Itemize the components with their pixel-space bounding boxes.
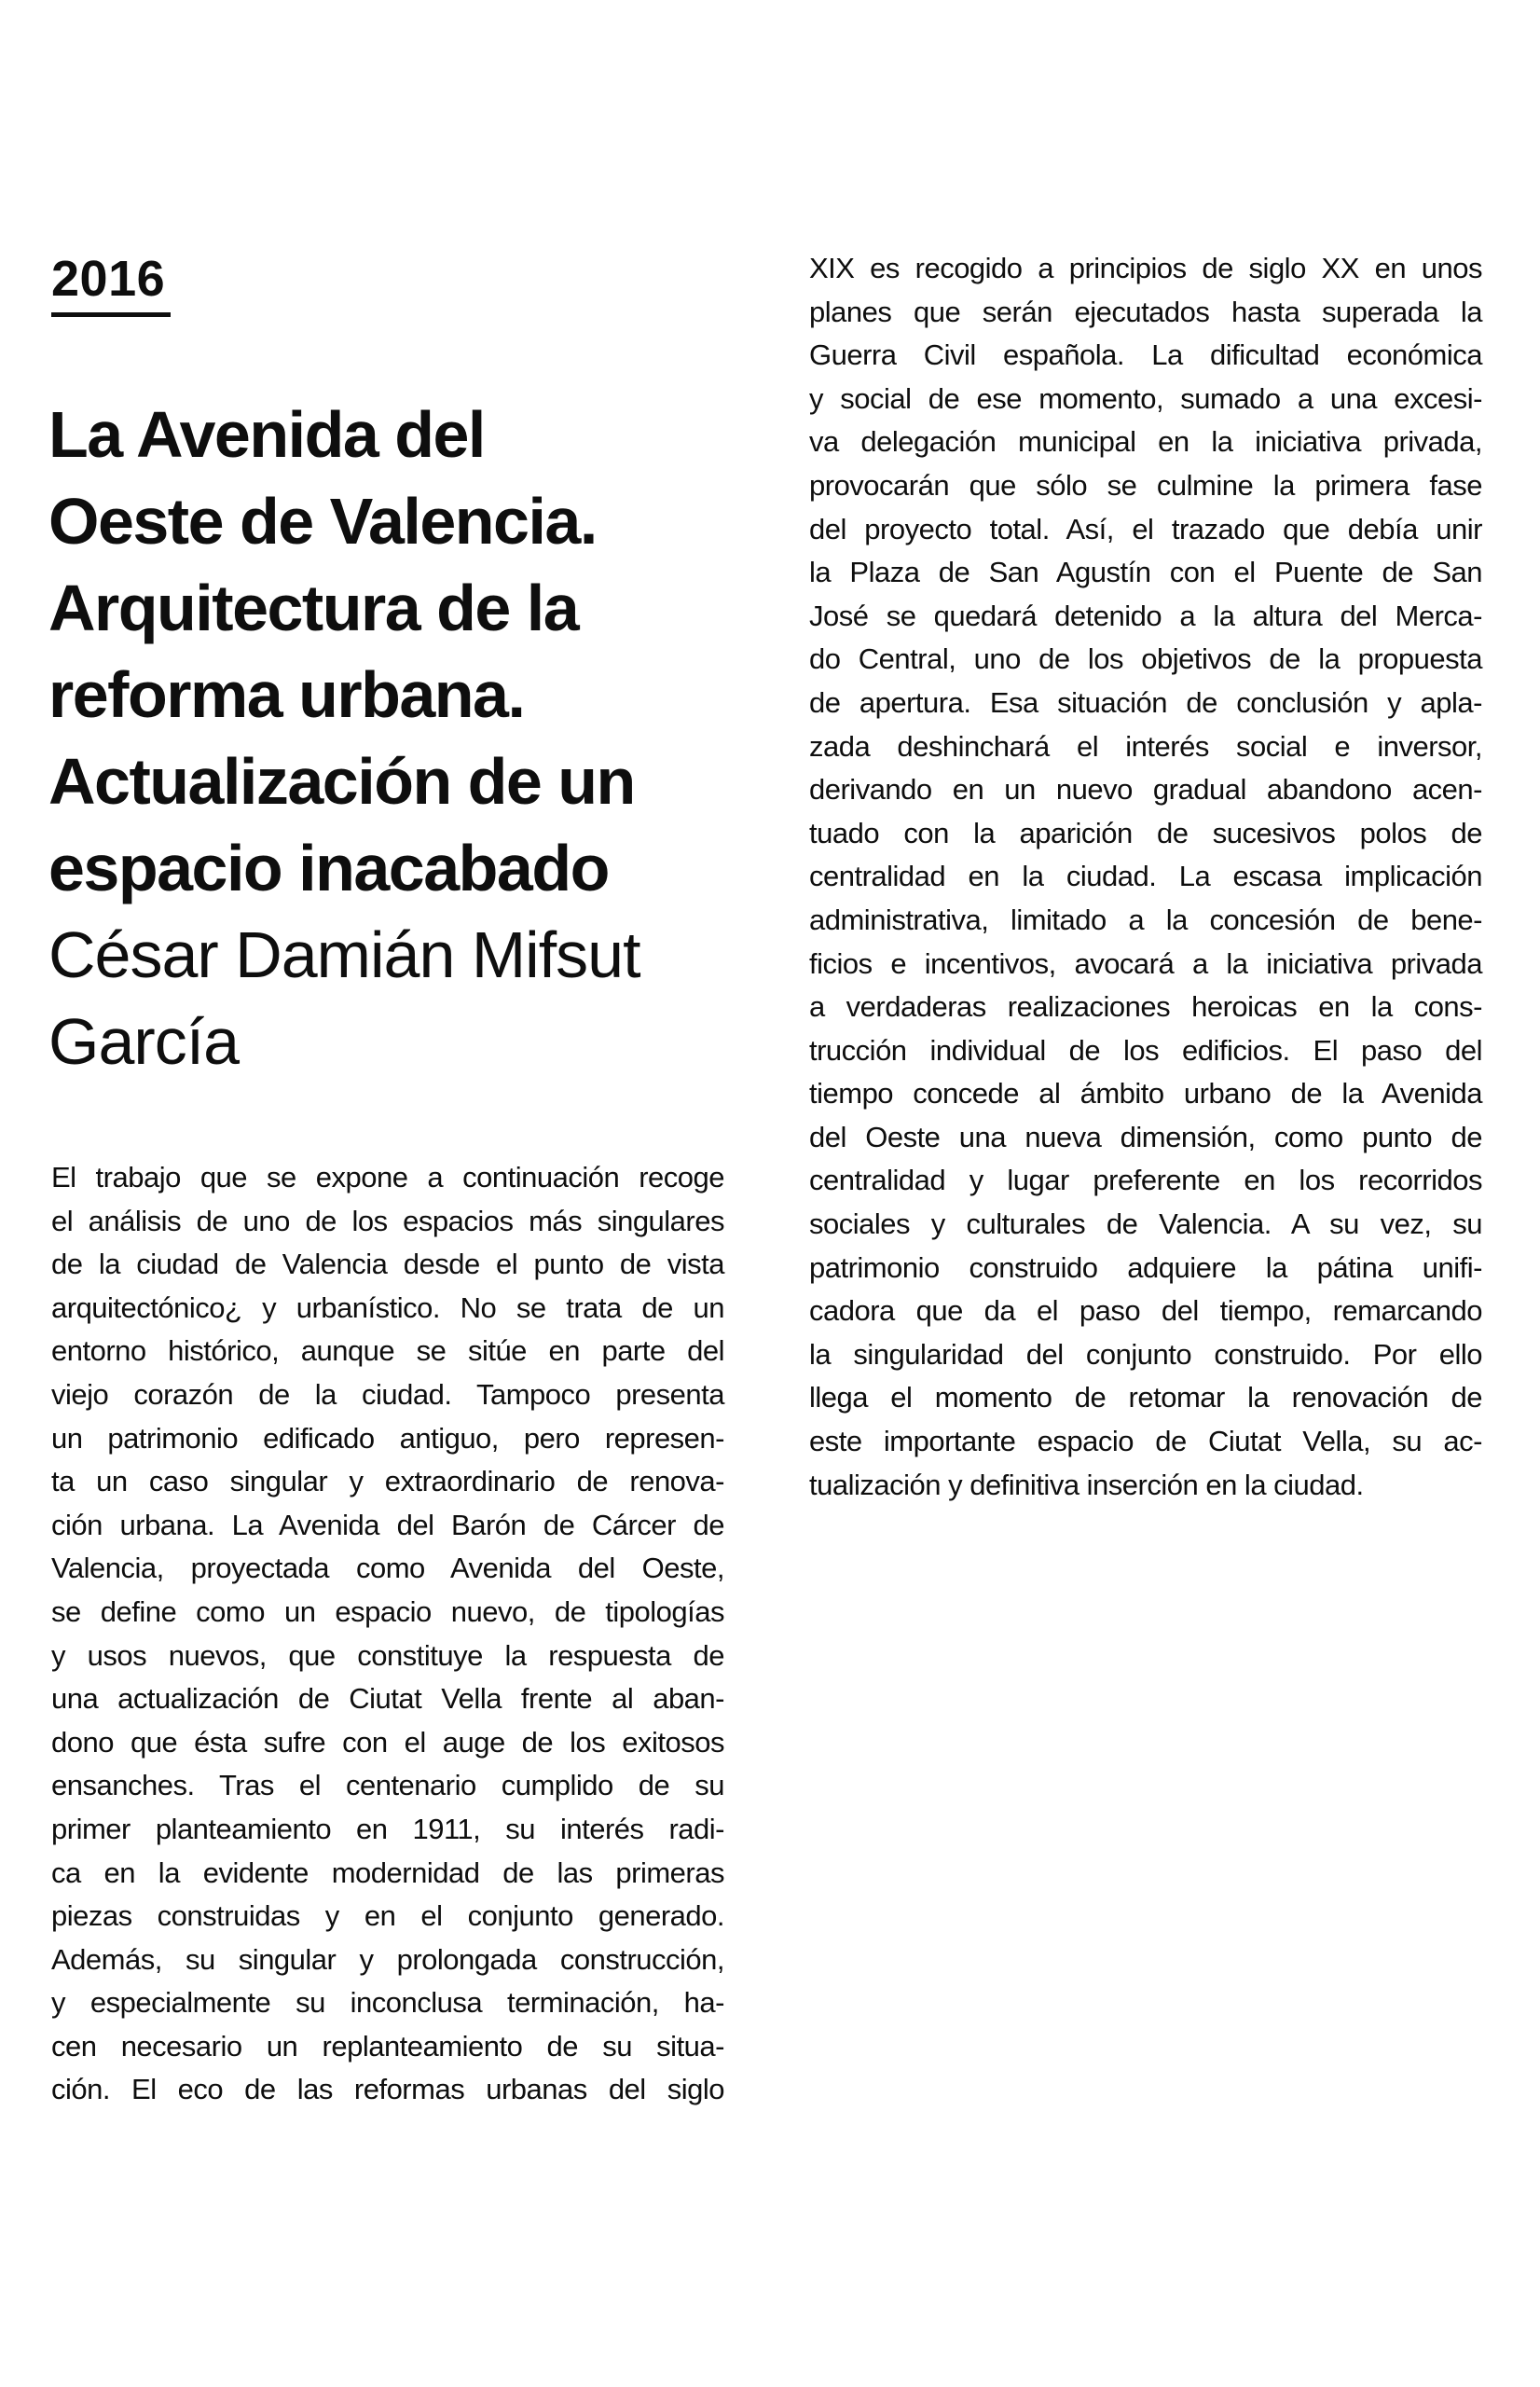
text-line: arquitectónico¿ y urbanístico. No se trata de un: [51, 1290, 724, 1324]
text-line: viejo corazón de la ciudad. Tampoco presenta: [51, 1377, 724, 1411]
text-line: llega el momento de retomar la renovación de: [809, 1381, 1482, 1414]
text-line: César Damián Mifsut: [48, 918, 640, 991]
text-line: centralidad en la ciudad. La escasa implicación: [809, 860, 1482, 893]
text-line: tuado con la aparición de sucesivos polos de: [809, 816, 1482, 849]
text-line: Arquitectura de la: [48, 572, 579, 644]
text-line: ción. El eco de las reformas urbanas del siglo: [51, 2073, 724, 2106]
text-line: la Plaza de San Agustín con el Puente de San: [809, 556, 1482, 589]
text-line: una actualización de Ciutat Vella frente al aban-: [51, 1682, 724, 1716]
text-line: ción urbana. La Avenida del Barón de Cárcer de: [51, 1508, 724, 1541]
text-line: derivando en un nuevo gradual abandono acen-: [809, 773, 1482, 807]
text-line: administrativa, limitado a la concesión de bene-: [809, 903, 1482, 936]
text-line: piezas construidas y en el conjunto generado.: [51, 1899, 724, 1933]
text-line: primer planteamiento en 1911, su interés radi-: [51, 1812, 724, 1845]
text-line: la singularidad del conjunto construido. Por ello: [809, 1337, 1482, 1371]
text-line: Actualización de un: [48, 745, 635, 818]
text-line: del proyecto total. Así, el trazado que debía unir: [809, 512, 1482, 545]
text-line: y especialmente su inconclusa terminación, ha-: [51, 1986, 724, 2020]
text-line: cen necesario un replanteamiento de su situa-: [51, 2029, 724, 2063]
text-line: XIX es recogido a principios de siglo XX en unos: [809, 252, 1482, 284]
text-line: tiempo concede al ámbito urbano de la Avenida: [809, 1077, 1482, 1111]
text-line: dono que ésta sufre con el auge de los exitosos: [51, 1725, 724, 1759]
text-line: este importante espacio de Ciutat Vella, su ac-: [809, 1425, 1482, 1458]
body-column-right: [809, 247, 1482, 1507]
text-line: un patrimonio edificado antiguo, pero represen-: [51, 1421, 724, 1455]
text-line: Además, su singular y prolongada construcción,: [51, 1942, 724, 1976]
text-line: patrimonio construido adquiere la pátina unifi-: [809, 1250, 1482, 1284]
text-line: El trabajo que se expone a continuación recoge: [51, 1161, 724, 1194]
text-line: de apertura. Esa situación de conclusión y apla-: [809, 685, 1482, 719]
text-line: del Oeste una nueva dimensión, como punto de: [809, 1120, 1482, 1153]
text-line: se define como un espacio nuevo, de tipologías: [51, 1594, 724, 1628]
year-heading: 2016: [51, 254, 171, 317]
text-line: La Avenida del: [48, 398, 485, 471]
text-line: a verdaderas realizaciones heroicas en la cons-: [809, 990, 1482, 1024]
text-line: y usos nuevos, que constituye la respuesta de: [51, 1638, 724, 1672]
author-name: [48, 912, 757, 1085]
text-line: sociales y culturales de Valencia. A su vez, su: [809, 1207, 1482, 1241]
text-line: va delegación municipal en la iniciativa privada,: [809, 425, 1482, 459]
text-line: trucción individual de los edificios. El paso del: [809, 1033, 1482, 1067]
text-line: reforma urbana.: [48, 658, 525, 731]
text-line: tualización y definitiva inserción en la ciudad.: [809, 1468, 1364, 1501]
text-line: centralidad y lugar preferente en los recorridos: [809, 1164, 1482, 1197]
text-line: Valencia, proyectada como Avenida del Oeste,: [51, 1552, 724, 1585]
essay-title: [48, 392, 757, 912]
text-line: de la ciudad de Valencia desde el punto de vista: [51, 1248, 724, 1281]
text-line: provocarán que sólo se culmine la primera fase: [809, 468, 1482, 502]
text-line: zada deshinchará el interés social e inversor,: [809, 729, 1482, 763]
text-line: planes que serán ejecutados hasta superada la: [809, 295, 1482, 328]
text-line: García: [48, 1005, 240, 1078]
text-line: ficios e incentivos, avocará a la iniciativa privada: [809, 946, 1482, 980]
text-line: espacio inacabado: [48, 832, 609, 904]
text-line: ta un caso singular y extraordinario de renova-: [51, 1465, 724, 1498]
text-line: y social de ese momento, sumado a una excesi-: [809, 381, 1482, 415]
text-line: ca en la evidente modernidad de las primeras: [51, 1856, 724, 1889]
text-line: do Central, uno de los objetivos de la propuesta: [809, 642, 1482, 676]
text-line: cadora que da el paso del tiempo, remarcando: [809, 1294, 1482, 1328]
text-line: ensanches. Tras el centenario cumplido de su: [51, 1769, 724, 1802]
text-line: entorno histórico, aunque se sitúe en parte del: [51, 1334, 724, 1368]
text-line: José se quedará detenido a la altura del Merca-: [809, 599, 1482, 632]
text-line: Guerra Civil española. La dificultad económica: [809, 338, 1482, 372]
text-line: Oeste de Valencia.: [48, 485, 597, 558]
text-line: el análisis de uno de los espacios más singulares: [51, 1204, 724, 1237]
body-column-left: [51, 1156, 724, 2112]
